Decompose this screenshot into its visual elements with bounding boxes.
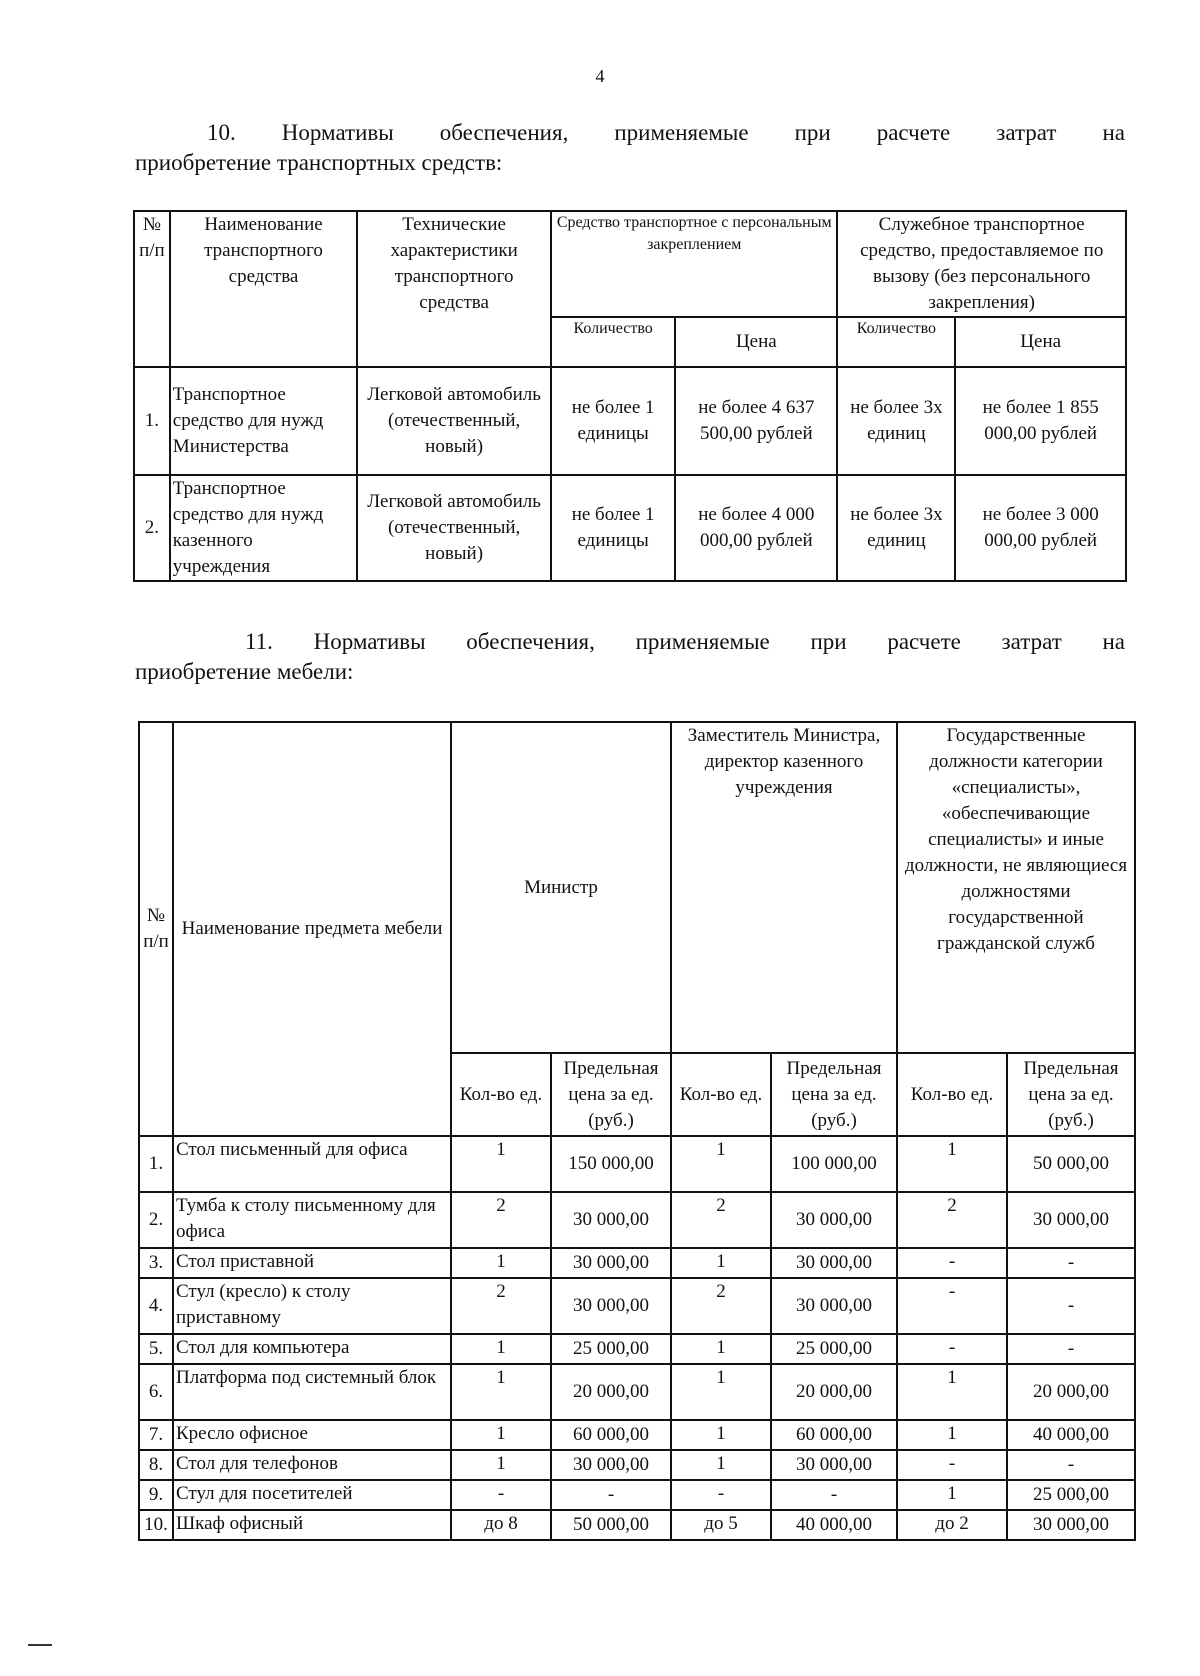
furniture-name: Стул для посетителей (173, 1480, 451, 1510)
price-staff: - (1007, 1248, 1135, 1278)
qty-minister: 1 (451, 1136, 551, 1192)
price-staff: - (1007, 1450, 1135, 1480)
vehicle-price-service: не более 3 000 000,00 рублей (955, 475, 1126, 581)
furniture-header-price-minister: Предельная цена за ед. (руб.) (551, 1053, 671, 1136)
table-row (139, 1278, 1135, 1334)
qty-staff: до 2 (897, 1510, 1007, 1540)
price-staff: 50 000,00 (1007, 1136, 1135, 1192)
row-num: 6. (139, 1364, 173, 1420)
vehicle-specs: Легковой автомобиль (отечественный, новый) (357, 475, 551, 581)
price-staff: 40 000,00 (1007, 1420, 1135, 1450)
qty-minister: 1 (451, 1420, 551, 1450)
furniture-header-qty-deputy: Кол-во ед. (671, 1053, 771, 1136)
furniture-name: Шкаф офисный (173, 1510, 451, 1540)
qty-staff: 1 (897, 1480, 1007, 1510)
qty-minister: до 8 (451, 1510, 551, 1540)
qty-minister: 1 (451, 1248, 551, 1278)
qty-deputy: 1 (671, 1420, 771, 1450)
row-num: 10. (139, 1510, 173, 1540)
price-deputy: 60 000,00 (771, 1420, 897, 1450)
row-num: 4. (139, 1278, 173, 1334)
furniture-name: Стол для телефонов (173, 1450, 451, 1480)
vehicle-name: Транспортное средство для нужд казенного учреждения (170, 475, 357, 581)
qty-deputy: 2 (671, 1192, 771, 1248)
furniture-name: Стол приставной (173, 1248, 451, 1278)
qty-staff: 1 (897, 1420, 1007, 1450)
transport-header-specs: Технические характеристики транспортного средства (357, 211, 551, 367)
furniture-header-qty-minister: Кол-во ед. (451, 1053, 551, 1136)
table-row (139, 1334, 1135, 1364)
section-11-line-1: 11. Нормативы обеспечения, применяемые при расчете затрат на (245, 629, 1125, 654)
transport-header-qty-personal: Количество (551, 317, 675, 367)
qty-minister: 1 (451, 1334, 551, 1364)
price-staff: - (1007, 1334, 1135, 1364)
vehicle-price-personal: не более 4 637 500,00 рублей (675, 367, 837, 475)
table-row (139, 1192, 1135, 1248)
price-deputy: 25 000,00 (771, 1334, 897, 1364)
section-11-paragraph (135, 627, 1125, 687)
furniture-header-price-staff: Предельная цена за ед. (руб.) (1007, 1053, 1135, 1136)
furniture-name: Кресло офисное (173, 1420, 451, 1450)
transport-header-name: Наименование транспортного средства (170, 211, 357, 367)
qty-deputy: до 5 (671, 1510, 771, 1540)
qty-deputy: 1 (671, 1248, 771, 1278)
row-num: 1. (134, 367, 170, 475)
transport-header-price-service: Цена (955, 317, 1126, 367)
qty-staff: - (897, 1450, 1007, 1480)
row-num: 5. (139, 1334, 173, 1364)
transport-header-service: Служебное транспортное средство, предоставляемое по вызову (без персонального закрепления) (837, 211, 1126, 317)
qty-deputy: - (671, 1480, 771, 1510)
row-num: 2. (134, 475, 170, 581)
table-row (139, 1364, 1135, 1420)
row-num: 9. (139, 1480, 173, 1510)
qty-minister: 2 (451, 1278, 551, 1334)
price-minister: 30 000,00 (551, 1278, 671, 1334)
furniture-header-num: № п/п (139, 722, 173, 1136)
price-staff: 25 000,00 (1007, 1480, 1135, 1510)
qty-staff: - (897, 1248, 1007, 1278)
qty-deputy: 1 (671, 1364, 771, 1420)
transport-header-num: № п/п (134, 211, 170, 367)
row-num: 3. (139, 1248, 173, 1278)
price-deputy: 30 000,00 (771, 1278, 897, 1334)
furniture-header-qty-staff: Кол-во ед. (897, 1053, 1007, 1136)
section-10-line-2: приобретение транспортных средств: (135, 150, 503, 175)
table-row (139, 1420, 1135, 1450)
furniture-name: Тумба к столу письменному для офиса (173, 1192, 451, 1248)
furniture-name: Платформа под системный блок (173, 1364, 451, 1420)
price-staff: 30 000,00 (1007, 1510, 1135, 1540)
page-number: 4 (595, 66, 605, 86)
table-row (139, 1136, 1135, 1192)
transport-header-price-personal: Цена (675, 317, 837, 367)
furniture-name: Стул (кресло) к столу приставному (173, 1278, 451, 1334)
price-staff: 30 000,00 (1007, 1192, 1135, 1248)
vehicle-qty-service: не более 3х единиц (837, 367, 955, 475)
price-minister: 30 000,00 (551, 1192, 671, 1248)
vehicle-price-personal: не более 4 000 000,00 рублей (675, 475, 837, 581)
table-row (134, 367, 1126, 475)
qty-deputy: 1 (671, 1334, 771, 1364)
qty-minister: 1 (451, 1450, 551, 1480)
vehicle-specs: Легковой автомобиль (отечественный, новый) (357, 367, 551, 475)
price-minister: 20 000,00 (551, 1364, 671, 1420)
section-10-paragraph (135, 118, 1125, 178)
row-num: 7. (139, 1420, 173, 1450)
price-minister: 60 000,00 (551, 1420, 671, 1450)
qty-staff: - (897, 1278, 1007, 1334)
furniture-name: Стол письменный для офиса (173, 1136, 451, 1192)
price-minister: 30 000,00 (551, 1248, 671, 1278)
table-row (134, 475, 1126, 581)
qty-staff: - (897, 1334, 1007, 1364)
scan-margin-mark (28, 1644, 52, 1646)
qty-deputy: 1 (671, 1450, 771, 1480)
furniture-header-name: Наименование предмета мебели (173, 722, 451, 1136)
price-staff: - (1007, 1278, 1135, 1334)
table-row (139, 1450, 1135, 1480)
vehicle-name: Транспортное средство для нужд Министерства (170, 367, 357, 475)
price-deputy: 30 000,00 (771, 1192, 897, 1248)
qty-minister: - (451, 1480, 551, 1510)
transport-header-personal: Средство транспортное с персональным закреплением (551, 211, 837, 317)
price-minister: - (551, 1480, 671, 1510)
price-minister: 30 000,00 (551, 1450, 671, 1480)
price-minister: 50 000,00 (551, 1510, 671, 1540)
qty-minister: 2 (451, 1192, 551, 1248)
furniture-header-staff: Государственные должности категории «специалисты», «обеспечивающие специалисты» и иные должности, не являющиеся должностями государственной гражданской служб (897, 722, 1135, 1053)
row-num: 1. (139, 1136, 173, 1192)
price-deputy: 30 000,00 (771, 1248, 897, 1278)
furniture-header-minister: Министр (451, 722, 671, 1053)
furniture-name: Стол для компьютера (173, 1334, 451, 1364)
row-num: 8. (139, 1450, 173, 1480)
price-deputy: 100 000,00 (771, 1136, 897, 1192)
price-minister: 150 000,00 (551, 1136, 671, 1192)
price-deputy: - (771, 1480, 897, 1510)
row-num: 2. (139, 1192, 173, 1248)
qty-deputy: 2 (671, 1278, 771, 1334)
qty-staff: 1 (897, 1364, 1007, 1420)
table-row (139, 1480, 1135, 1510)
vehicle-price-service: не более 1 855 000,00 рублей (955, 367, 1126, 475)
furniture-header-deputy: Заместитель Министра, директор казенного учреждения (671, 722, 897, 1053)
qty-deputy: 1 (671, 1136, 771, 1192)
price-deputy: 20 000,00 (771, 1364, 897, 1420)
vehicle-qty-personal: не более 1 единицы (551, 367, 675, 475)
price-deputy: 30 000,00 (771, 1450, 897, 1480)
transport-norms-table (133, 210, 1127, 582)
furniture-header-price-deputy: Предельная цена за ед. (руб.) (771, 1053, 897, 1136)
price-staff: 20 000,00 (1007, 1364, 1135, 1420)
transport-header-qty-service: Количество (837, 317, 955, 367)
table-row (139, 1510, 1135, 1540)
table-row (139, 1248, 1135, 1278)
price-minister: 25 000,00 (551, 1334, 671, 1364)
furniture-norms-table (138, 721, 1136, 1541)
vehicle-qty-service: не более 3х единиц (837, 475, 955, 581)
vehicle-qty-personal: не более 1 единицы (551, 475, 675, 581)
section-10-line-1: 10. Нормативы обеспечения, применяемые при расчете затрат на (207, 120, 1125, 145)
section-11-line-2: приобретение мебели: (135, 659, 354, 684)
qty-staff: 1 (897, 1136, 1007, 1192)
qty-minister: 1 (451, 1364, 551, 1420)
price-deputy: 40 000,00 (771, 1510, 897, 1540)
qty-staff: 2 (897, 1192, 1007, 1248)
